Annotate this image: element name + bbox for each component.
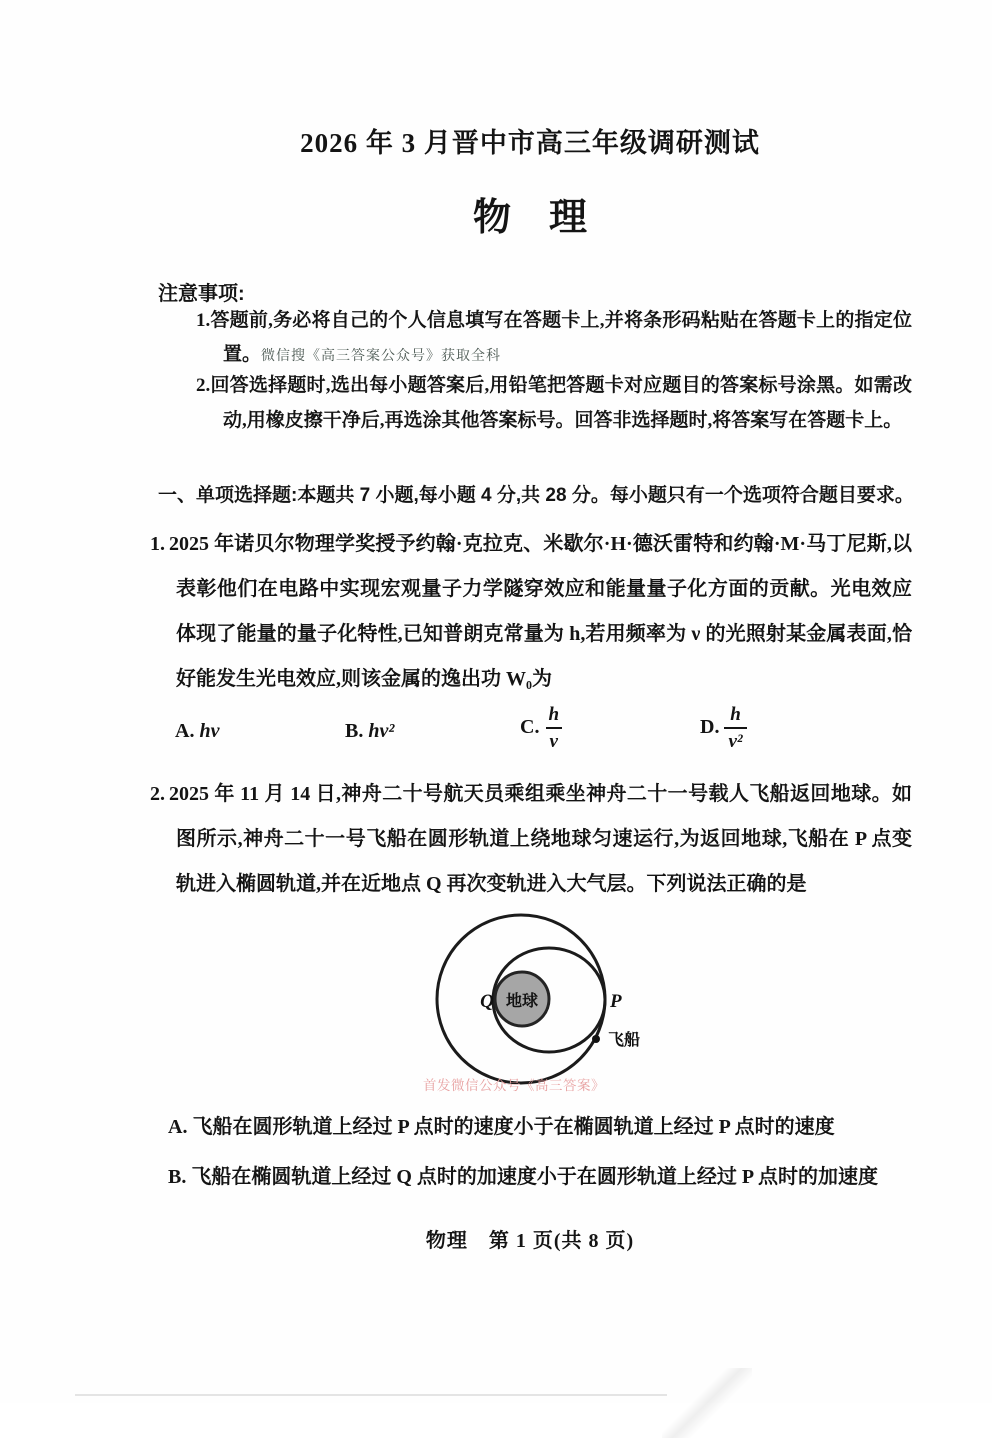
- q2-option-b-label: B.: [168, 1166, 187, 1188]
- q2-option-a-label: A.: [168, 1116, 188, 1138]
- q2-option-a-text: 飞船在圆形轨道上经过 P 点时的速度小于在椭圆轨道上经过 P 点时的速度: [192, 1116, 835, 1138]
- section-1-heading: 一、单项选择题:本题共 7 小题,每小题 4 分,共 28 分。每小题只有一个选项符合题目要求。: [158, 485, 914, 506]
- notice-item-1-number: 1.: [196, 310, 211, 331]
- q1-option-c-fraction: [544, 702, 563, 754]
- q1-option-b-label: B.: [345, 720, 364, 742]
- notice-item-1-text: 答题前,务必将自己的个人信息填写在答题卡上,并将条形码粘贴在答题卡上的指定位置。: [210, 310, 912, 365]
- q1-option-c-denominator: ν: [546, 727, 562, 754]
- notice-item-2-text: 回答选择题时,选出每小题答案后,用铅笔把答题卡对应题目的答案标号涂黑。如需改动,用橡皮擦干净后,再选涂其他答案标号。回答非选择题时,将答案写在答题卡上。: [210, 375, 912, 431]
- q1-option-d: [700, 702, 747, 754]
- question-1: [150, 522, 912, 702]
- point-q-label: Q: [480, 991, 494, 1012]
- scan-artifact-line: [75, 1394, 667, 1396]
- notice-item-1: [196, 304, 912, 374]
- q2-option-b-text: 飞船在椭圆轨道上经过 Q 点时的加速度小于在圆形轨道上经过 P 点时的加速度: [191, 1166, 879, 1188]
- notice-item-1-note: 微信搜《高三答案公众号》获取全科: [261, 349, 502, 364]
- figure-watermark: 首发微信公众号《高三答案》: [423, 1078, 605, 1093]
- q1-option-b-value: hν²: [368, 720, 395, 742]
- scan-artifact-smudge: [662, 1368, 752, 1438]
- question-2-text: 2025 年 11 月 14 日,神舟二十号航天员乘组乘坐神舟二十一号载人飞船返回地球。如图所示,神舟二十一号飞船在圆形轨道上绕地球匀速运行,为返回地球,飞船在 P 点变轨进入椭圆轨道,并在近地点 Q 再次变轨进入大气层。下列说法正确的是: [169, 783, 912, 895]
- q2-option-a: [168, 1112, 912, 1142]
- q1-option-c: [520, 702, 563, 754]
- notice-heading: 注意事项:: [158, 283, 245, 305]
- page-footer: 物理 第 1 页(共 8 页): [425, 1230, 635, 1252]
- q2-option-b: [168, 1162, 912, 1192]
- q1-option-d-fraction: [724, 702, 746, 754]
- q1-option-d-numerator: h: [730, 704, 741, 725]
- notice-item-2-number: 2.: [196, 375, 211, 396]
- exam-title: 2026 年 3 月晋中市高三年级调研测试: [300, 128, 760, 158]
- q1-option-b: [345, 720, 394, 743]
- q1-option-a: [175, 720, 219, 743]
- orbit-diagram: [398, 898, 728, 1103]
- question-2: [150, 772, 912, 907]
- question-1-number: 1.: [150, 533, 165, 555]
- q1-option-d-label: D.: [700, 715, 720, 738]
- spacecraft-dot: [592, 1035, 600, 1043]
- q1-option-a-label: A.: [175, 720, 195, 742]
- q1-option-c-numerator: h: [548, 704, 560, 725]
- question-1-options: [175, 700, 912, 768]
- q1-option-c-label: C.: [520, 715, 540, 738]
- spacecraft-label: 飞船: [608, 1032, 641, 1049]
- question-2-number: 2.: [150, 783, 165, 805]
- q1-option-a-value: hν: [199, 720, 220, 742]
- exam-subject: 物 理: [472, 197, 587, 239]
- question-1-text: 2025 年诺贝尔物理学奖授予约翰·克拉克、米歇尔·H·德沃雷特和约翰·M·马丁尼斯,以表彰他们在电路中实现宏观量子力学隧穿效应和能量量子化方面的贡献。光电效应体现了能量的量子化特性,已知普朗克常量为 h,若用频率为 ν 的光照射某金属表面,恰好能发生光电效应,则该金属的逸出功 W₀为: [169, 533, 912, 690]
- point-p-label: P: [610, 991, 622, 1012]
- earth-label: 地球: [505, 993, 539, 1010]
- notice-item-2: [196, 368, 912, 438]
- q1-option-d-denominator: ν²: [724, 727, 746, 754]
